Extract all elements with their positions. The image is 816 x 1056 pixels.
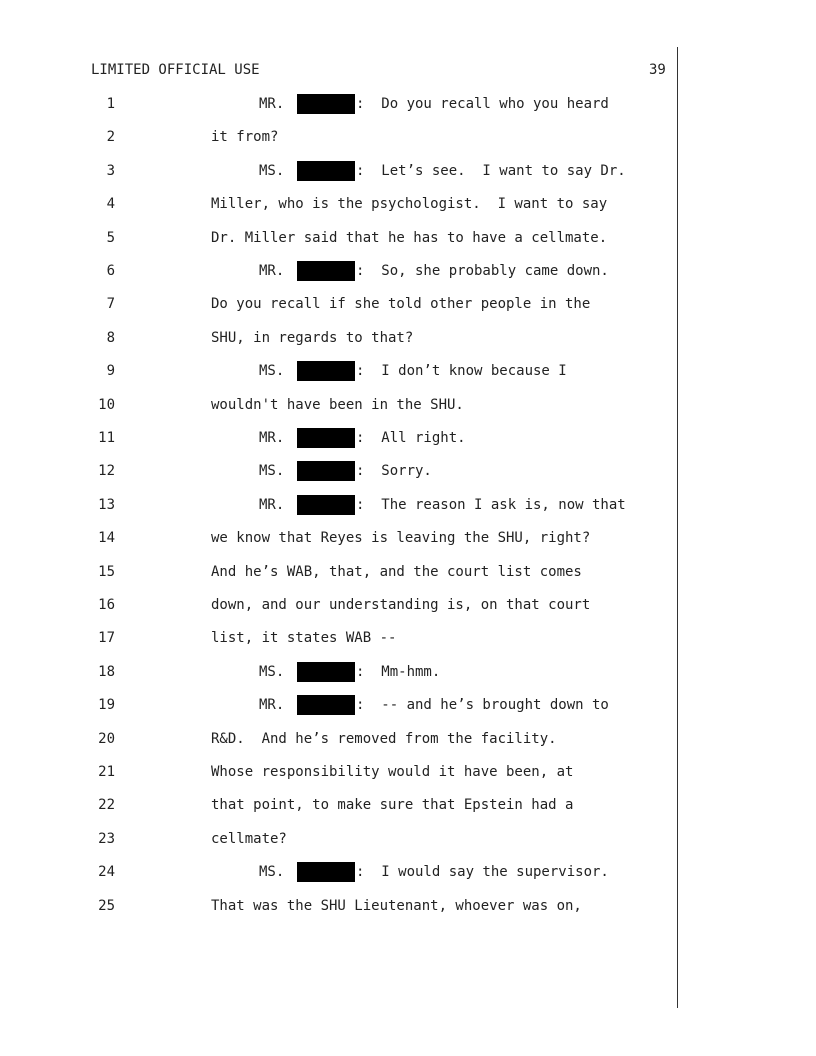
line-text: Dr. Miller said that he has to have a cellmate.: [211, 229, 608, 246]
speaker-label: MR.: [259, 430, 285, 446]
line-number: 25: [98, 897, 115, 914]
speaker-label: MR.: [259, 263, 285, 279]
speaker-label: MR.: [259, 496, 285, 513]
line-text: we know that Reyes is leaving the SHU, right?: [211, 530, 591, 547]
line-number: 3: [106, 162, 115, 179]
transcript-line: [0, 864, 816, 898]
line-text: That was the SHU Lieutenant, whoever was on,: [211, 897, 582, 914]
line-text: : Sorry.: [356, 463, 432, 480]
speaker-label: MS.: [259, 162, 285, 179]
line-text: list, it states WAB --: [211, 630, 397, 647]
line-text: wouldn't have been in the SHU.: [211, 396, 464, 413]
header-classification: LIMITED OFFICIAL USE: [91, 62, 260, 78]
line-number: 4: [106, 196, 115, 213]
transcript-line: [0, 330, 816, 364]
transcript-line: [0, 96, 816, 130]
line-number: 21: [98, 764, 115, 780]
line-number: 14: [98, 530, 115, 547]
line-number: 22: [98, 797, 115, 814]
line-text: down, and our understanding is, on that court: [211, 597, 591, 613]
line-text: : The reason I ask is, now that: [356, 496, 626, 513]
transcript-line: [0, 530, 816, 564]
redaction-box: [297, 461, 355, 481]
transcript-line: [0, 129, 816, 163]
line-number: 11: [98, 430, 115, 446]
line-text: : Mm-hmm.: [356, 663, 441, 680]
line-text: Whose responsibility would it have been, at: [211, 764, 574, 780]
transcript-line: [0, 163, 816, 197]
line-number: 17: [98, 630, 115, 647]
line-number: 5: [106, 229, 115, 246]
redaction-box: [297, 862, 355, 882]
line-number: 1: [106, 96, 115, 112]
speaker-label: MS.: [259, 864, 285, 881]
redaction-box: [297, 428, 355, 448]
line-text: that point, to make sure that Epstein had a: [211, 797, 574, 814]
line-text: : All right.: [356, 430, 466, 446]
page-number: 39: [649, 62, 666, 78]
transcript-line: [0, 831, 816, 865]
transcript-line: [0, 697, 816, 731]
line-number: 12: [98, 463, 115, 480]
speaker-label: MR.: [259, 96, 285, 112]
transcript-line: [0, 797, 816, 831]
transcript-line: [0, 196, 816, 230]
transcript-line: [0, 764, 816, 798]
line-number: 19: [98, 697, 115, 714]
transcript-line: [0, 430, 816, 464]
transcript-line: [0, 263, 816, 297]
line-number: 20: [98, 730, 115, 747]
line-number: 13: [98, 496, 115, 513]
line-number: 6: [106, 263, 115, 279]
line-text: cellmate?: [211, 830, 287, 847]
speaker-label: MS.: [259, 463, 285, 480]
speaker-label: MS.: [259, 363, 285, 380]
line-number: 16: [98, 597, 115, 613]
transcript-line: [0, 397, 816, 431]
transcript-line: [0, 597, 816, 631]
line-text: : So, she probably came down.: [356, 263, 609, 279]
redaction-box: [297, 161, 355, 181]
transcript-line: [0, 497, 816, 531]
transcript-line: [0, 230, 816, 264]
transcript-line: [0, 463, 816, 497]
line-text: : -- and he’s brought down to: [356, 697, 609, 714]
speaker-label: MS.: [259, 663, 285, 680]
line-text: Miller, who is the psychologist. I want to say: [211, 196, 608, 213]
redaction-box: [297, 261, 355, 281]
line-text: SHU, in regards to that?: [211, 329, 414, 346]
transcript-line: [0, 898, 816, 932]
redaction-box: [297, 495, 355, 515]
redaction-box: [297, 662, 355, 682]
line-text: Do you recall if she told other people in the: [211, 296, 591, 313]
line-text: : Do you recall who you heard: [356, 96, 609, 112]
line-text: : I would say the supervisor.: [356, 864, 609, 881]
line-number: 7: [106, 296, 115, 313]
transcript-line: [0, 630, 816, 664]
transcript-line: [0, 296, 816, 330]
line-number: 23: [98, 830, 115, 847]
redaction-box: [297, 361, 355, 381]
line-text: it from?: [211, 129, 279, 146]
line-number: 24: [98, 864, 115, 881]
transcript-line: [0, 564, 816, 598]
line-text: : Let’s see. I want to say Dr.: [356, 162, 626, 179]
line-number: 15: [98, 563, 115, 580]
line-number: 9: [106, 363, 115, 380]
line-text: R&D. And he’s removed from the facility.: [211, 730, 557, 747]
line-number: 10: [98, 396, 115, 413]
line-number: 18: [98, 663, 115, 680]
redaction-box: [297, 695, 355, 715]
transcript-line: [0, 664, 816, 698]
line-text: : I don’t know because I: [356, 363, 567, 380]
line-number: 8: [106, 329, 115, 346]
transcript-line: [0, 731, 816, 765]
transcript-line: [0, 363, 816, 397]
line-text: And he’s WAB, that, and the court list comes: [211, 563, 582, 580]
speaker-label: MR.: [259, 697, 285, 714]
line-number: 2: [106, 129, 115, 146]
redaction-box: [297, 94, 355, 114]
